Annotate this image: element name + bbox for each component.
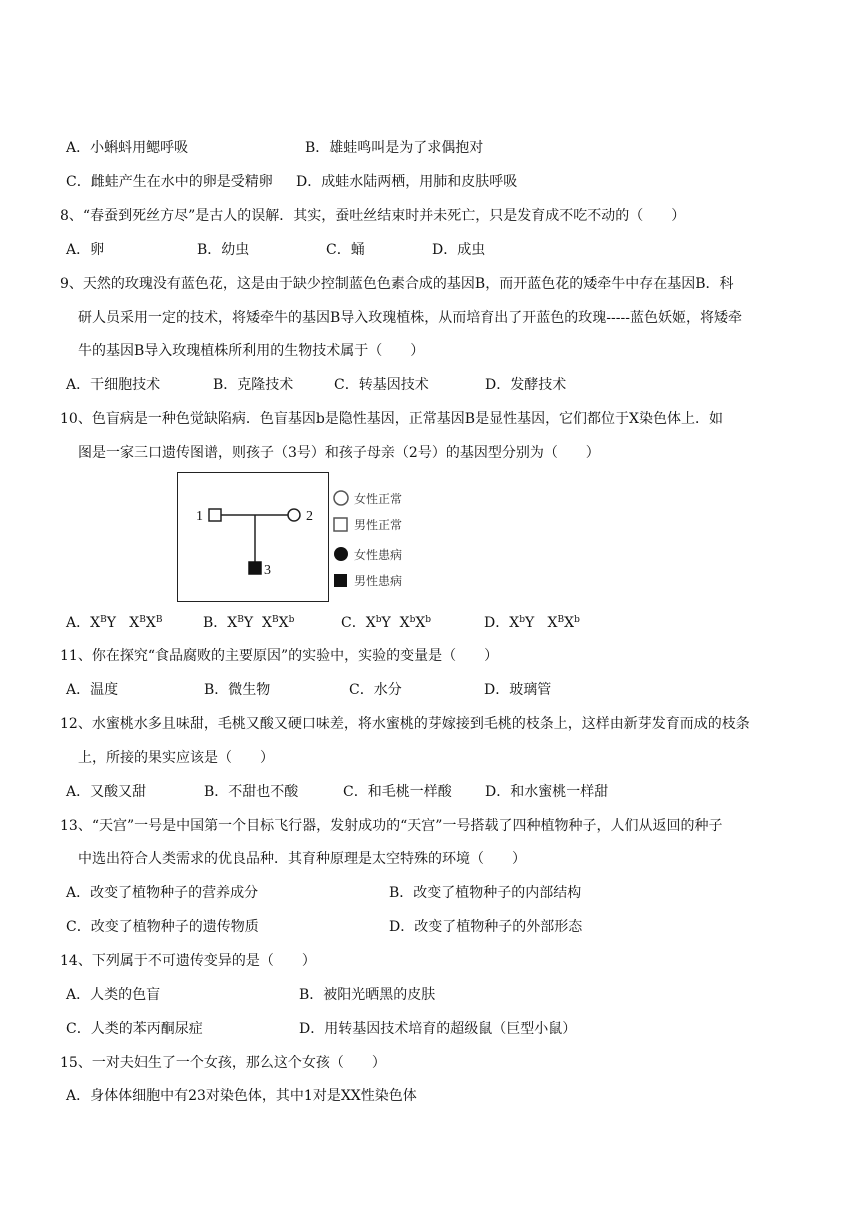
- q7-option-d: D．成蛙水陆两栖，用肺和皮肤呼吸: [296, 174, 518, 190]
- pedigree-svg: [178, 473, 328, 601]
- legend-male-affected: 男性患病: [354, 574, 403, 588]
- q13-option-a: A．改变了植物种子的营养成分: [66, 885, 259, 901]
- legend-circle-open-icon: [334, 491, 348, 505]
- q11-option-b: B．微生物: [204, 682, 271, 698]
- q11-stem: 11、你在探究“食品腐败的主要原因”的实验中，实验的变量是（ ）: [60, 648, 499, 664]
- q12-option-a: A．又酸又甜: [66, 784, 147, 800]
- q13-stem-line2: 中选出符合人类需求的优良品种．其育种原理是太空特殊的环境（ ）: [78, 851, 526, 867]
- q10-stem-line1: 10、色盲病是一种色觉缺陷病．色盲基因b是隐性基因，正常基因B是显性基因，它们都位于X染色体上．如: [60, 411, 724, 427]
- q9-option-d: D．发酵技术: [485, 377, 567, 393]
- q11-option-d: D．玻璃管: [484, 682, 552, 698]
- q11-option-c: C．水分: [349, 682, 402, 698]
- father-symbol: [209, 509, 221, 521]
- q8-option-d: D．成虫: [432, 242, 486, 258]
- pedigree-label-2: 2: [306, 509, 313, 524]
- child-symbol: [249, 562, 261, 574]
- q14-stem: 14、下列属于不可遗传变异的是（ ）: [60, 953, 316, 969]
- q7-option-c: C．雌蛙产生在水中的卵是受精卵: [66, 174, 273, 190]
- q9-option-b: B．克隆技术: [213, 377, 294, 393]
- q8-option-a: A．卵: [66, 242, 105, 258]
- q9-stem-line1: 9、天然的玫瑰没有蓝色花，这是由于缺少控制蓝色色素合成的基因B，而开蓝色花的矮牵牛中存在基因B．科: [60, 276, 734, 292]
- pedigree-legend: [330, 484, 425, 604]
- q7-option-a: A．小蝌蚪用鳃呼吸: [66, 140, 189, 156]
- legend-female-normal: 女性正常: [354, 492, 403, 506]
- q10-option-a: A．$X^BY$ $X^BX^B$: [66, 615, 163, 631]
- q9-option-c: C．转基因技术: [334, 377, 429, 393]
- legend-female-affected: 女性患病: [354, 548, 403, 562]
- legend-circle-filled-icon: [334, 547, 348, 561]
- q10-stem-line2: 图是一家三口遗传图谱，则孩子（3号）和孩子母亲（2号）的基因型分别为（ ）: [78, 445, 600, 461]
- q9-option-a: A．干细胞技术: [66, 377, 161, 393]
- q14-option-b: B．被阳光晒黑的皮肤: [299, 987, 436, 1003]
- q10-option-c: C．$X^bY$ $X^bX^b$: [341, 615, 432, 631]
- q13-option-c: C．改变了植物种子的遗传物质: [66, 919, 259, 935]
- q12-option-b: B．不甜也不酸: [204, 784, 299, 800]
- q14-option-a: A．人类的色盲: [66, 987, 161, 1003]
- q8-stem: 8、“春蚕到死丝方尽”是古人的误解．其实，蚕吐丝结束时并未死亡，只是发育成不吃不动的（ ）: [60, 208, 686, 224]
- q7-option-b: B．雄蛙鸣叫是为了求偶抱对: [305, 140, 484, 156]
- pedigree-label-1: 1: [196, 509, 203, 524]
- q13-stem-line1: 13、“天宫”一号是中国第一个目标飞行器，发射成功的“天宫”一号搭载了四种植物种子，人们从返回的种子: [60, 818, 723, 834]
- pedigree-chart: [177, 472, 329, 602]
- mother-symbol: [288, 509, 300, 521]
- q12-option-c: C．和毛桃一样酸: [343, 784, 452, 800]
- q12-stem-line2: 上，所接的果实应该是（ ）: [78, 750, 274, 766]
- q9-stem-line3: 牛的基因B导入玫瑰植株所利用的生物技术属于（ ）: [78, 343, 425, 359]
- q12-option-d: D．和水蜜桃一样甜: [485, 784, 609, 800]
- q8-option-b: B．幼虫: [197, 242, 250, 258]
- pedigree-label-3: 3: [264, 563, 271, 578]
- q8-option-c: C．蛹: [326, 242, 365, 258]
- legend-svg: [330, 484, 425, 604]
- legend-male-normal: 男性正常: [354, 518, 403, 532]
- legend-square-filled-icon: [334, 574, 347, 587]
- q12-stem-line1: 12、水蜜桃水多且味甜，毛桃又酸又硬口味差，将水蜜桃的芽嫁接到毛桃的枝条上，这样由新芽发育而成的枝条: [60, 716, 750, 732]
- q11-option-a: A．温度: [66, 682, 119, 698]
- q15-option-a: A．身体体细胞中有23对染色体，其中1对是XX性染色体: [66, 1088, 417, 1104]
- legend-square-open-icon: [334, 518, 347, 531]
- q10-option-b: B．$X^BY$ $X^BX^b$: [203, 615, 295, 631]
- q10-option-d: D．$X^bY$ $X^BX^b$: [484, 615, 580, 631]
- q14-option-d: D．用转基因技术培育的超级鼠（巨型小鼠）: [299, 1021, 577, 1037]
- q14-option-c: C．人类的苯丙酮尿症: [66, 1021, 203, 1037]
- q13-option-b: B．改变了植物种子的内部结构: [389, 885, 582, 901]
- q15-stem: 15、一对夫妇生了一个女孩，那么这个女孩（ ）: [60, 1055, 386, 1071]
- q9-stem-line2: 研人员采用一定的技术，将矮牵牛的基因B导入玫瑰植株，从而培育出了开蓝色的玫瑰-----蓝色妖姬，将矮牵: [78, 310, 742, 326]
- q13-option-d: D．改变了植物种子的外部形态: [389, 919, 583, 935]
